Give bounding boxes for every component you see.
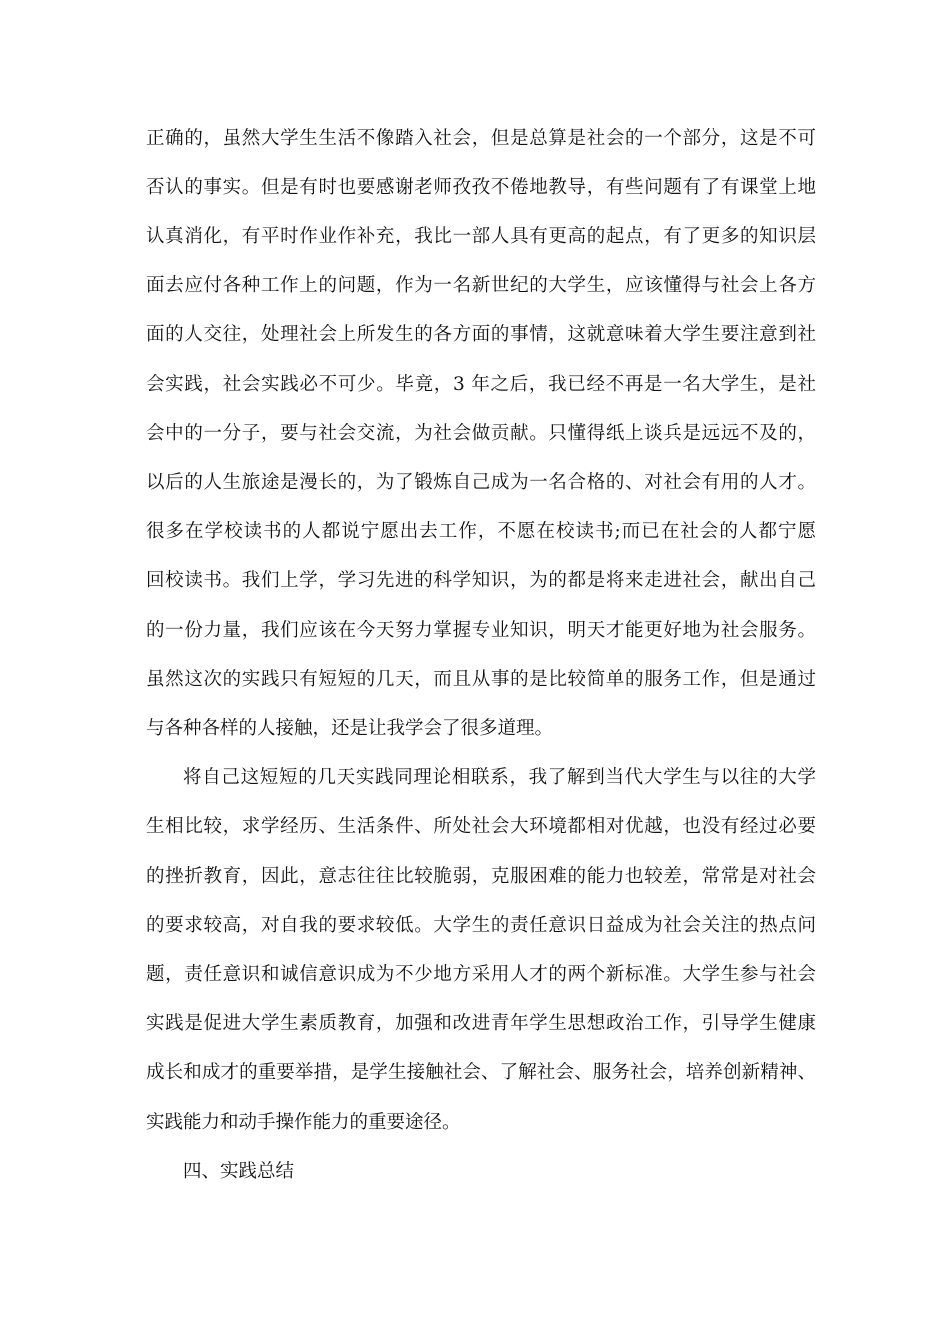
body-text-line: 会中的一分子，要与社会交流，为社会做贡献。只懂得纸上谈兵是远远不及的， (146, 423, 816, 444)
body-text-line: 回校读书。我们上学，学习先进的科学知识，为的都是将来走进社会，献出自己 (146, 570, 816, 591)
body-text-line: 面去应付各种工作上的问题，作为一名新世纪的大学生，应该懂得与社会上各方 (146, 275, 816, 296)
body-text-line: 会实践，社会实践必不可少。毕竟，3 年之后，我已经不再是一名大学生，是社 (146, 374, 816, 395)
body-text-line: 很多在学校读书的人都说宁愿出去工作，不愿在校读书;而已在社会的人都宁愿 (146, 521, 816, 542)
section-heading: 四、实践总结 (183, 1161, 295, 1182)
paragraph-last-line: 实践能力和动手操作能力的重要途径。 (146, 1112, 461, 1133)
paragraph-last-line: 与各种各样的人接触，还是让我学会了很多道理。 (146, 718, 554, 739)
body-text-line: 生相比较，求学经历、生活条件、所处社会大环境都相对优越，也没有经过必要 (146, 816, 816, 837)
body-text-line: 题，责任意识和诚信意识成为不少地方采用人才的两个新标准。大学生参与社会 (146, 964, 816, 985)
body-text-line: 否认的事实。但是有时也要感谢老师孜孜不倦地教导，有些问题有了有课堂上地 (146, 177, 816, 198)
body-text-line: 认真消化，有平时作业作补充，我比一部人具有更高的起点，有了更多的知识层 (146, 226, 816, 247)
body-text-line: 的要求较高，对自我的要求较低。大学生的责任意识日益成为社会关注的热点问 (146, 915, 816, 936)
body-text-line: 以后的人生旅途是漫长的，为了锻炼自己成为一名合格的、对社会有用的人才。 (146, 472, 816, 493)
body-text-line: 正确的，虽然大学生生活不像踏入社会，但是总算是社会的一个部分，这是不可 (146, 128, 816, 149)
paragraph-first-line: 将自己这短短的几天实践同理论相联系，我了解到当代大学生与以往的大学 (183, 767, 816, 788)
body-text-line: 虽然这次的实践只有短短的几天，而且从事的是比较简单的服务工作，但是通过 (146, 669, 816, 690)
body-text-line: 面的人交往，处理社会上所发生的各方面的事情，这就意味着大学生要注意到社 (146, 324, 816, 345)
body-text-line: 的一份力量，我们应该在今天努力掌握专业知识，明天才能更好地为社会服务。 (146, 620, 816, 641)
body-text-line: 实践是促进大学生素质教育，加强和改进青年学生思想政治工作，引导学生健康 (146, 1013, 816, 1034)
body-text-line: 成长和成才的重要举措，是学生接触社会、了解社会、服务社会，培养创新精神、 (146, 1062, 816, 1083)
body-text-line: 的挫折教育，因此，意志往往比较脆弱，克服困难的能力也较差，常常是对社会 (146, 866, 816, 887)
